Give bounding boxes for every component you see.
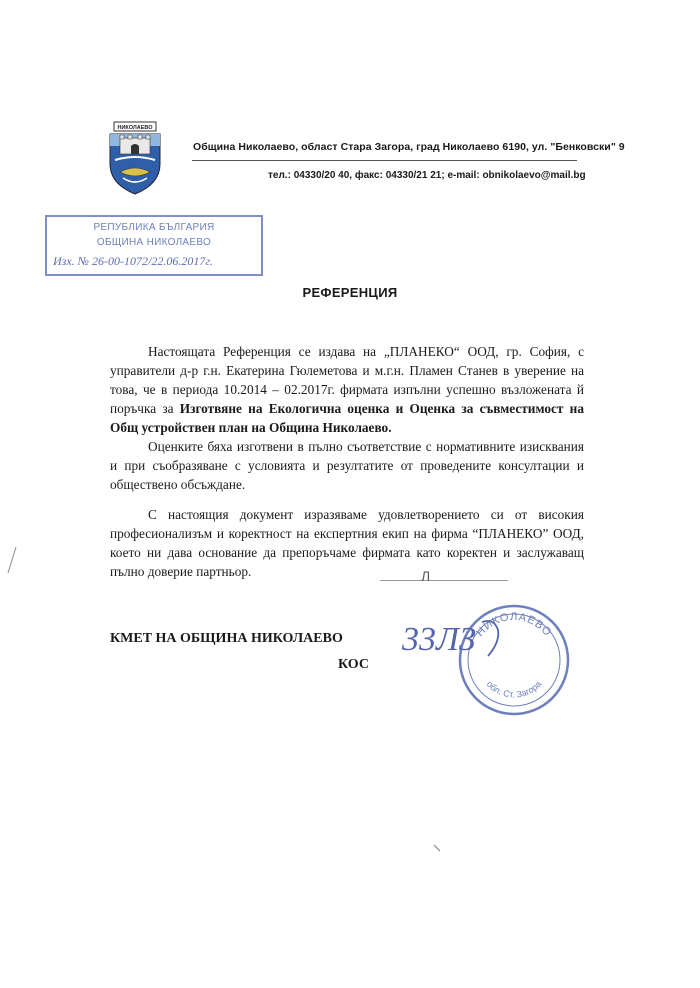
stamp-municipality: ОБЩИНА НИКОЛАЕВО xyxy=(96,237,212,248)
handwritten-text: 33ЛЗ xyxy=(402,621,476,658)
stamp-country: РЕПУБЛИКА БЪЛГАРИЯ xyxy=(93,222,215,233)
paragraph-1-subject: Изготвяне на Екологична оценка и Оценка за съвместимост на Общ устройствен план на Община Николаево. xyxy=(110,401,584,435)
document-body xyxy=(110,342,584,581)
paragraph-2: Оценките бяха изготвени в пълно съответствие с нормативните изисквания и при съобразяване с условията и резултатите от проведените консултации и обществено обсъждане. xyxy=(110,439,584,492)
stamp-arc-text: НИКОЛАЕВО xyxy=(474,610,554,640)
margin-mark xyxy=(6,545,18,575)
stamp-arc-bottom-text: обл. Ст. Загора xyxy=(484,678,544,700)
stamp-outgoing-number: Изх. № 26-00-1072/22.06.2017г. xyxy=(53,254,213,268)
contact-details: тел.: 04330/20 40, факс: 04330/21 21; e-mail: obnikolaevo@mail.bg xyxy=(268,170,586,181)
mayor-name: КОС xyxy=(338,657,369,672)
signature-line xyxy=(380,580,508,581)
crest-text: НИКОЛАЕВО xyxy=(117,125,153,131)
header-divider xyxy=(192,160,577,161)
municipality-crest xyxy=(106,120,164,196)
paragraph-3: С настоящия документ изразяваме удовлетворението си от високия професионализъм и коректност на експертния екип на фирма “ПЛАНЕКО” ООД, което ни дава основание да препоръчаме фирмата като коректен и заслужаващ пълно доверие партньор. xyxy=(110,507,584,579)
municipality-address: Община Николаево, област Стара Загора, град Николаево 6190, ул. "Бенковски" 9 xyxy=(193,141,625,153)
registration-stamp xyxy=(45,215,263,276)
handwritten-signature xyxy=(398,612,508,664)
mayor-title: КМЕТ НА ОБЩИНА НИКОЛАЕВО xyxy=(110,631,343,646)
signature-mark: Л xyxy=(421,568,431,584)
paragraph-1 xyxy=(110,342,584,437)
svg-text:обл. Ст. Загора xyxy=(485,679,544,700)
document-title: РЕФЕРЕНЦИЯ xyxy=(302,285,398,300)
paragraph-1-text: Настоящата Референция се издава на „ПЛАНЕКО“ ООД, гр. София, с управители д-р г.н. Екатерина Гюлеметова и м.г.н. Пламен Станев в уверение на това, че в периода 10.2014 – 02.2017г. фирмата изпълни успешно възложената й поръчка за xyxy=(110,344,584,416)
corner-tick-mark xyxy=(432,843,442,853)
